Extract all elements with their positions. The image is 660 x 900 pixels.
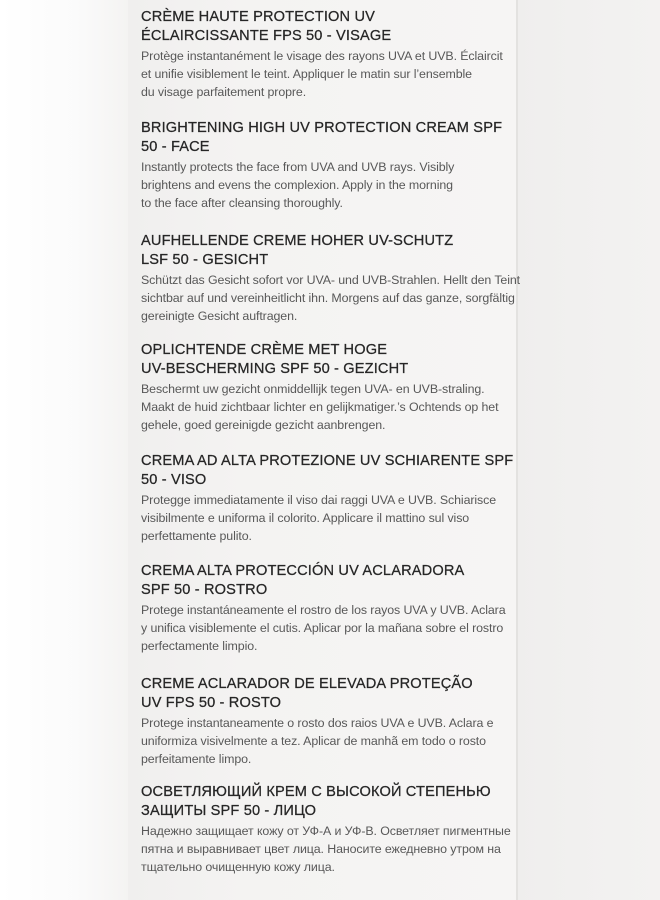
section-body-russian: Надежно защищает кожу от УФ-А и УФ-В. Осветляет пигментные пятна и выравнивает цвет лица. Наносите ежедневно утром на тщательно очищенную кожу лица. xyxy=(141,824,511,875)
section-title-german: AUFHELLENDE CREME HOHER UV-SCHUTZ LSF 50 - GESICHT xyxy=(141,233,454,268)
section-english xyxy=(141,119,523,232)
section-body-spanish: Protege instantáneamente el rostro de los rayos UVA y UVB. Aclara y unifica visiblemente el cutis. Aplicar por la mañana sobre el rostro perfectamente limpio. xyxy=(141,603,506,654)
section-title-french: CRÈME HAUTE PROTECTION UV ÉCLAIRCISSANTE FPS 50 - VISAGE xyxy=(141,9,392,44)
section-body-english: Instantly protects the face from UVA and UVB rays. Visibly brightens and evens the complexion. Apply in the morning to the face after cleansing thoroughly. xyxy=(141,160,455,211)
section-spanish xyxy=(141,562,523,675)
section-dutch xyxy=(141,341,523,452)
section-russian xyxy=(141,783,523,883)
section-title-russian: ОСВЕТЛЯЮЩИЙ КРЕМ С ВЫСОКОЙ СТЕПЕНЬЮ ЗАЩИТЫ SPF 50 - ЛИЦО xyxy=(141,784,491,819)
section-body-dutch: Beschermt uw gezicht onmiddellijk tegen UVA- en UVB-straling. Maakt de huid zichtbaar lichter en gelijkmatiger.’s Ochtends op het gehele, goed gereinigde gezicht aanbrengen. xyxy=(141,382,499,433)
section-title-dutch: OPLICHTENDE CRÈME MET HOGE UV-BESCHERMING SPF 50 - GEZICHT xyxy=(141,342,409,377)
section-body-french: Protège instantanément le visage des rayons UVA et UVB. Éclaircit et unifie visiblement le teint. Appliquer le matin sur l’ensemble du visage parfaitement propre. xyxy=(141,49,503,100)
packaging-right-margin xyxy=(516,0,660,900)
section-body-portuguese: Protege instantaneamente o rosto dos raios UVA e UVB. Aclara e uniformiza visivelmente a tez. Aplicar de manhã em todo o rosto perfeitamente limpo. xyxy=(141,716,494,767)
section-title-portuguese: CREME ACLARADOR DE ELEVADA PROTEÇÃO UV FPS 50 - ROSTO xyxy=(141,676,473,711)
section-title-spanish: CREMA ALTA PROTECCIÓN UV ACLARADORA SPF 50 - ROSTRO xyxy=(141,563,465,598)
section-french xyxy=(141,8,523,119)
product-description-column xyxy=(141,8,523,883)
section-body-german: Schützt das Gesicht sofort vor UVA- und UVB-Strahlen. Hellt den Teint sichtbar auf und vereinheitlicht ihn. Morgens auf das ganze, sorgfältig gereinigte Gesicht auftragen. xyxy=(141,273,520,324)
section-german xyxy=(141,232,523,341)
section-title-english: BRIGHTENING HIGH UV PROTECTION CREAM SPF 50 - FACE xyxy=(141,120,503,155)
packaging-left-margin xyxy=(0,0,128,900)
section-body-italian: Protegge immediatamente il viso dai raggi UVA e UVB. Schiarisce visibilmente e uniforma il colorito. Applicare il mattino sul viso perfettamente pulito. xyxy=(141,493,497,544)
section-portuguese xyxy=(141,675,523,783)
section-title-italian: CREMA AD ALTA PROTEZIONE UV SCHIARENTE SPF 50 - VISO xyxy=(141,453,514,488)
section-italian xyxy=(141,452,523,562)
